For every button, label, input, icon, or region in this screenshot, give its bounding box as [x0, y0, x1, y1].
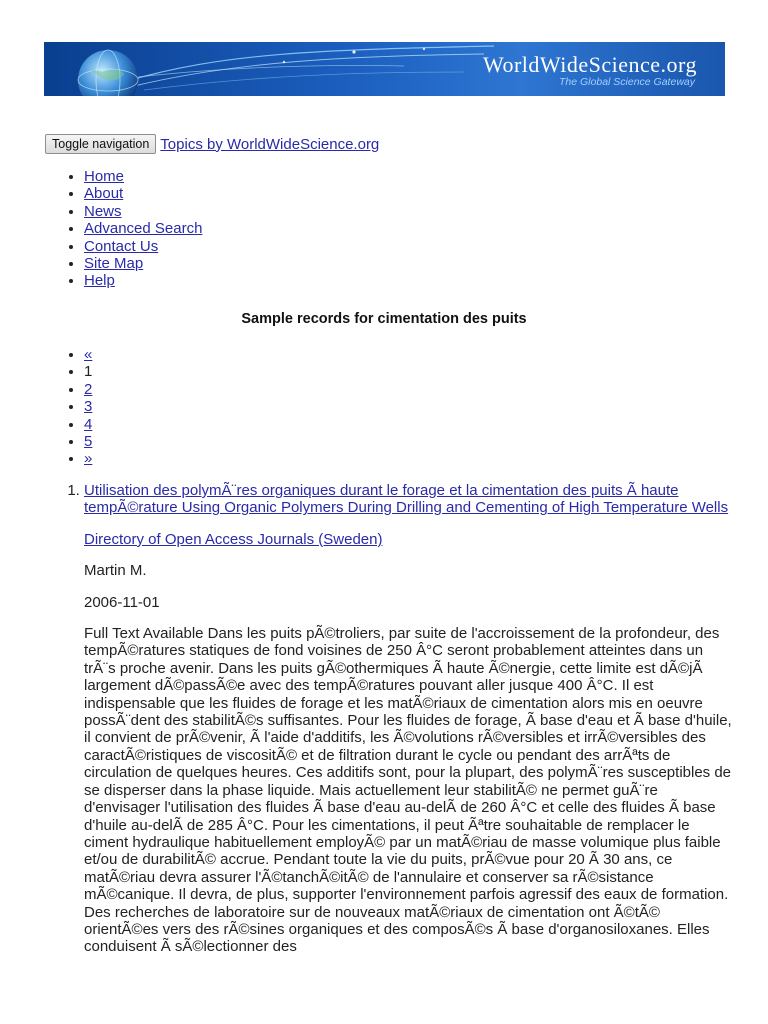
record-date: 2006-11-01	[84, 593, 160, 611]
menu-link-help[interactable]: Help	[84, 272, 115, 290]
menu-item-about	[84, 185, 202, 202]
pager-next-link[interactable]: »	[84, 450, 93, 468]
pager-link-5[interactable]: 5	[84, 433, 93, 451]
brand-link[interactable]: Topics by WorldWideScience.org	[160, 135, 380, 153]
page-title: Sample records for cimentation des puits	[241, 311, 527, 327]
pager-link-2[interactable]: 2	[84, 380, 93, 398]
record-author: Martin M.	[84, 562, 147, 580]
menu-item-site-map	[84, 255, 202, 272]
pager-current-page: 1	[84, 363, 93, 381]
pager-item-2	[84, 381, 92, 398]
menu-item-news	[84, 203, 202, 220]
menu-item-home	[84, 168, 202, 185]
record-title-link[interactable]: 1. Utilisation des polymÃ¨res organiques durant le forage et la cimentation des puits Ã haute tempÃ©rature Using Organic Polymers During Drilling and Cementing of High Temperature Wells	[84, 482, 729, 517]
menu-link-news[interactable]: News	[84, 202, 122, 220]
light-streaks-graphic	[104, 42, 504, 96]
record-item	[84, 482, 734, 956]
pager-item-next	[84, 450, 92, 467]
pager-item-3	[84, 398, 92, 415]
pager-link-4[interactable]: 4	[84, 415, 93, 433]
menu-link-contact-us[interactable]: Contact Us	[84, 237, 159, 255]
site-banner[interactable]	[44, 42, 725, 108]
record-abstract: Full Text Available Dans les puits pÃ©troliers, par suite de l'accroissement de la profondeur, des tempÃ©ratures statiques de fond voisines de 250 Â°C seront probablement atteintes dans un trÃ¨s proche avenir. Dans les puits gÃ©othermiques Ã haute Ã©nergie, cette limite est dÃ©jÃ largement dÃ©passÃ©e avec des tempÃ©ratures pouvant aller jusque 400 Â°C. Il est indispensable que les fluides de forage et les matÃ©riaux de cimentation alors mis en oeuvre possÃ¨dent des stabilitÃ©s suffisantes. Pour les fluides de forage, Ã base d'eau et Ã base d'huile, il convient de prÃ©venir, Ã l'aide d'additifs, les Ã©volutions rÃ©versibles et irrÃ©versibles des caractÃ©ristiques de viscositÃ© et de filtration durant le cycle ou pendant des arrÃªts de circulation de quelques heures. Ces additifs sont, pour la plupart, des polymÃ¨res susceptibles de se disperser dans la phase liquide. Mais actuellement leur stabilitÃ© ne permet guÃ¨re d'envisager l'utilisation des fluides Ã base d'eau au-delÃ de 260 Â°C et celle des fluides Ã base d'huile au-delÃ de 285 Â°C. Pour les cimentations, il peut Ãªtre souhaitable de remplacer le ciment hydraulique habituellement employÃ© par un matÃ©riau de masse volumique plus faible et/ou de durabilitÃ© accrue. Pendant toute la vie du puits, prÃ©vue pour 20 Ã 30 ans, ce matÃ©riau devra assurer l'Ã©tanchÃ©itÃ© de l'annulaire et conserver sa rÃ©sistance mÃ©canique. Il devra, de plus, supporter l'environnement parfois agressif des eaux de formation. Des recherches de laboratoire sur de nouveaux matÃ©riaux de cimentation ont Ã©tÃ© orientÃ©es vers des rÃ©sines organiques et des composÃ©s Ã base d'organosiloxanes. Elles conduisent Ã sÃ©lectionner des	[84, 625, 732, 956]
menu-item-contact-us	[84, 238, 202, 255]
pagination	[64, 346, 92, 468]
menu-link-about[interactable]: About	[84, 185, 124, 203]
globe-icon: 0101010100101	[70, 46, 156, 96]
pager-item-4	[84, 416, 92, 433]
menu-item-help	[84, 272, 202, 289]
record-source-link[interactable]: Directory of Open Access Journals (Sweden)	[84, 530, 383, 548]
pager-item-current	[84, 363, 92, 380]
menu-item-advanced-search	[84, 220, 202, 237]
nav-bar	[45, 134, 379, 154]
menu-link-home[interactable]: Home	[84, 168, 125, 185]
pager-prev-link[interactable]: «	[84, 346, 93, 363]
site-title: WorldWideScience.org	[482, 52, 697, 77]
pager-item-5	[84, 433, 92, 450]
main-menu	[64, 168, 202, 290]
menu-link-advanced-search[interactable]: Advanced Search	[84, 220, 203, 238]
pager-item-prev	[84, 346, 92, 363]
site-tagline: The Global Science Gateway	[559, 76, 695, 88]
toggle-navigation-button[interactable]: Toggle navigation	[45, 134, 156, 154]
records-list	[64, 482, 734, 956]
menu-link-site-map[interactable]: Site Map	[84, 255, 144, 273]
pager-link-3[interactable]: 3	[84, 398, 93, 416]
